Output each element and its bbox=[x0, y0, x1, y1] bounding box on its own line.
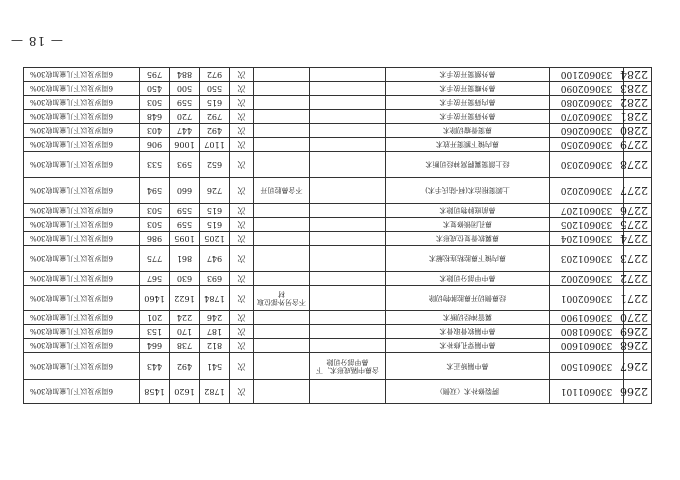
pricing-unit: 次 bbox=[230, 152, 254, 178]
pricing-unit: 次 bbox=[230, 353, 254, 380]
project-name: 鼻外筛窦开放手术 bbox=[386, 110, 550, 124]
excluded-content bbox=[254, 339, 310, 353]
pricing-unit: 次 bbox=[230, 286, 254, 311]
project-name: 鼻中隔穿孔修补术 bbox=[386, 339, 550, 353]
price-level-2: 1622 bbox=[170, 286, 200, 311]
pricing-unit: 次 bbox=[230, 110, 254, 124]
price-level-3: 1782 bbox=[200, 380, 230, 404]
excluded-content bbox=[254, 68, 310, 82]
price-level-1: 450 bbox=[140, 82, 170, 96]
table-row bbox=[24, 339, 652, 353]
excluded-content bbox=[254, 138, 310, 152]
excluded-content bbox=[254, 218, 310, 232]
remark: 6周岁及以下儿童加收30% bbox=[24, 68, 140, 82]
project-name: 鼻前庭肿物切除术 bbox=[386, 204, 550, 218]
project-content bbox=[310, 178, 386, 204]
project-code: 330601204 bbox=[550, 232, 624, 246]
row-number: 2270 bbox=[624, 311, 652, 325]
pricing-unit: 次 bbox=[230, 124, 254, 138]
price-level-1: 567 bbox=[140, 272, 170, 286]
project-code: 330601205 bbox=[550, 218, 624, 232]
row-number: 2275 bbox=[624, 218, 652, 232]
remark: 6周岁及以下儿童加收30% bbox=[24, 339, 140, 353]
project-name: 上颌窦根治术(柯-陆氏手术) bbox=[386, 178, 550, 204]
project-name: 鼻中隔软骨取骨术 bbox=[386, 325, 550, 339]
price-level-3: 1107 bbox=[200, 138, 230, 152]
table-row bbox=[24, 152, 652, 178]
row-number: 2273 bbox=[624, 246, 652, 272]
price-level-2: 170 bbox=[170, 325, 200, 339]
remark: 6周岁及以下儿童加收30% bbox=[24, 353, 140, 380]
project-name: 翼管神经切断术 bbox=[386, 311, 550, 325]
price-level-2: 500 bbox=[170, 82, 200, 96]
project-content bbox=[310, 138, 386, 152]
price-level-3: 246 bbox=[200, 311, 230, 325]
project-name: 经鼻侧切开鼻腔肿物切除 bbox=[386, 286, 550, 311]
project-content bbox=[310, 246, 386, 272]
project-code: 330602002 bbox=[550, 272, 624, 286]
project-name: 经上颌窦翼腭窝神经切断术 bbox=[386, 152, 550, 178]
project-name: 鼻内筛窦开放手术 bbox=[386, 96, 550, 110]
table-row bbox=[24, 96, 652, 110]
pricing-unit: 次 bbox=[230, 339, 254, 353]
table-row bbox=[24, 124, 652, 138]
price-level-1: 775 bbox=[140, 246, 170, 272]
pricing-unit: 次 bbox=[230, 272, 254, 286]
excluded-content bbox=[254, 82, 310, 96]
remark: 6周岁及以下儿童加收30% bbox=[24, 204, 140, 218]
row-number: 2268 bbox=[624, 339, 652, 353]
project-content bbox=[310, 96, 386, 110]
project-code: 330601207 bbox=[550, 204, 624, 218]
price-level-3: 492 bbox=[200, 124, 230, 138]
table-row bbox=[24, 286, 652, 311]
price-level-1: 1458 bbox=[140, 380, 170, 404]
table-row bbox=[24, 82, 652, 96]
remark: 6周岁及以下儿童加收30% bbox=[24, 82, 140, 96]
row-number: 2277 bbox=[624, 178, 652, 204]
price-level-1: 201 bbox=[140, 311, 170, 325]
row-number: 2271 bbox=[624, 286, 652, 311]
project-name: 鼻翼软骨复位成形术 bbox=[386, 232, 550, 246]
table-row bbox=[24, 246, 652, 272]
remark: 6周岁及以下儿童加收30% bbox=[24, 218, 140, 232]
project-content bbox=[310, 339, 386, 353]
pricing-unit: 次 bbox=[230, 138, 254, 152]
project-content bbox=[310, 124, 386, 138]
project-name: 鼻外额窦开放手术 bbox=[386, 68, 550, 82]
table-row bbox=[24, 325, 652, 339]
price-level-1: 795 bbox=[140, 68, 170, 82]
table-row bbox=[24, 178, 652, 204]
project-code: 330602070 bbox=[550, 110, 624, 124]
excluded-content bbox=[254, 232, 310, 246]
table-row bbox=[24, 218, 652, 232]
project-content: 含鼻中隔成形术、下鼻甲部分切除 bbox=[310, 353, 386, 380]
remark: 6周岁及以下儿童加收30% bbox=[24, 96, 140, 110]
price-level-3: 1205 bbox=[200, 232, 230, 246]
row-number: 2280 bbox=[624, 124, 652, 138]
pricing-unit: 次 bbox=[230, 204, 254, 218]
remark: 6周岁及以下儿童加收30% bbox=[24, 311, 140, 325]
price-level-3: 652 bbox=[200, 152, 230, 178]
project-code: 330602030 bbox=[550, 152, 624, 178]
price-level-1: 503 bbox=[140, 218, 170, 232]
price-level-2: 1095 bbox=[170, 232, 200, 246]
row-number: 2279 bbox=[624, 138, 652, 152]
project-code: 330602060 bbox=[550, 124, 624, 138]
row-number: 2267 bbox=[624, 353, 652, 380]
remark: 6周岁及以下儿童加收30% bbox=[24, 272, 140, 286]
project-content bbox=[310, 311, 386, 325]
row-number: 2266 bbox=[624, 380, 652, 404]
pricing-unit: 次 bbox=[230, 68, 254, 82]
project-content bbox=[310, 232, 386, 246]
price-level-1: 594 bbox=[140, 178, 170, 204]
price-level-1: 906 bbox=[140, 138, 170, 152]
project-code: 330602020 bbox=[550, 178, 624, 204]
pricing-unit: 次 bbox=[230, 178, 254, 204]
table-row bbox=[24, 68, 652, 82]
price-level-2: 660 bbox=[170, 178, 200, 204]
remark: 6周岁及以下儿童加收30% bbox=[24, 138, 140, 152]
price-level-2: 492 bbox=[170, 353, 200, 380]
price-level-2: 738 bbox=[170, 339, 200, 353]
project-name: 腭裂修补术（双侧） bbox=[386, 380, 550, 404]
price-level-3: 615 bbox=[200, 218, 230, 232]
price-level-3: 541 bbox=[200, 353, 230, 380]
row-number: 2269 bbox=[624, 325, 652, 339]
project-code: 330602050 bbox=[550, 138, 624, 152]
row-number: 2282 bbox=[624, 96, 652, 110]
price-level-1: 986 bbox=[140, 232, 170, 246]
price-level-2: 1006 bbox=[170, 138, 200, 152]
excluded-content bbox=[254, 124, 310, 138]
pricing-unit: 次 bbox=[230, 311, 254, 325]
project-content bbox=[310, 380, 386, 404]
excluded-content bbox=[254, 272, 310, 286]
price-level-3: 615 bbox=[200, 204, 230, 218]
price-level-3: 792 bbox=[200, 110, 230, 124]
price-level-1: 648 bbox=[140, 110, 170, 124]
page-number: — 18 — bbox=[10, 34, 63, 48]
excluded-content bbox=[254, 380, 310, 404]
table-row bbox=[24, 272, 652, 286]
price-level-2: 447 bbox=[170, 124, 200, 138]
excluded-content bbox=[254, 246, 310, 272]
table-row bbox=[24, 353, 652, 380]
project-content bbox=[310, 286, 386, 311]
pricing-unit: 次 bbox=[230, 82, 254, 96]
pricing-unit: 次 bbox=[230, 325, 254, 339]
excluded-content bbox=[254, 311, 310, 325]
price-level-3: 550 bbox=[200, 82, 230, 96]
project-code: 330601203 bbox=[550, 246, 624, 272]
remark: 6周岁及以下儿童加收30% bbox=[24, 380, 140, 404]
remark: 6周岁及以下儿童加收30% bbox=[24, 124, 140, 138]
project-name: 鼻中隔矫正术 bbox=[386, 353, 550, 380]
project-code: 330602001 bbox=[550, 286, 624, 311]
price-level-3: 693 bbox=[200, 272, 230, 286]
project-content bbox=[310, 218, 386, 232]
price-level-2: 593 bbox=[170, 152, 200, 178]
excluded-content: 不含另外部位取材 bbox=[254, 286, 310, 311]
project-content bbox=[310, 68, 386, 82]
price-level-3: 615 bbox=[200, 96, 230, 110]
project-content bbox=[310, 110, 386, 124]
project-code: 330602100 bbox=[550, 68, 624, 82]
row-number: 2283 bbox=[624, 82, 652, 96]
pricing-unit: 次 bbox=[230, 246, 254, 272]
price-level-2: 720 bbox=[170, 110, 200, 124]
excluded-content bbox=[254, 353, 310, 380]
project-content bbox=[310, 325, 386, 339]
price-table bbox=[23, 67, 652, 404]
excluded-content bbox=[254, 325, 310, 339]
price-level-1: 533 bbox=[140, 152, 170, 178]
project-name: 鼻中甲部分切除术 bbox=[386, 272, 550, 286]
price-level-2: 224 bbox=[170, 311, 200, 325]
price-level-1: 443 bbox=[140, 353, 170, 380]
price-level-3: 972 bbox=[200, 68, 230, 82]
row-number: 2274 bbox=[624, 232, 652, 246]
project-code: 330601500 bbox=[550, 353, 624, 380]
project-code: 330601800 bbox=[550, 325, 624, 339]
price-level-3: 726 bbox=[200, 178, 230, 204]
remark: 6周岁及以下儿童加收30% bbox=[24, 110, 140, 124]
pricing-unit: 次 bbox=[230, 96, 254, 110]
price-level-2: 559 bbox=[170, 96, 200, 110]
price-level-3: 1784 bbox=[200, 286, 230, 311]
price-level-2: 559 bbox=[170, 218, 200, 232]
project-code: 330602090 bbox=[550, 82, 624, 96]
table-row bbox=[24, 232, 652, 246]
row-number: 2284 bbox=[624, 68, 652, 82]
price-level-3: 812 bbox=[200, 339, 230, 353]
price-level-3: 187 bbox=[200, 325, 230, 339]
project-content bbox=[310, 82, 386, 96]
remark: 6周岁及以下儿童加收30% bbox=[24, 325, 140, 339]
project-name: 鼻窦骨瘤切除术 bbox=[386, 124, 550, 138]
price-level-2: 630 bbox=[170, 272, 200, 286]
project-name: 鼻孔闭锁修复术 bbox=[386, 218, 550, 232]
table-row bbox=[24, 311, 652, 325]
project-code: 330601900 bbox=[550, 311, 624, 325]
pricing-unit: 次 bbox=[230, 218, 254, 232]
excluded-content: 不含鼻腔切开 bbox=[254, 178, 310, 204]
excluded-content bbox=[254, 110, 310, 124]
row-number: 2281 bbox=[624, 110, 652, 124]
project-content bbox=[310, 272, 386, 286]
remark: 6周岁及以下儿童加收30% bbox=[24, 232, 140, 246]
table-row bbox=[24, 380, 652, 404]
table-row bbox=[24, 138, 652, 152]
pricing-unit: 次 bbox=[230, 232, 254, 246]
remark: 6周岁及以下儿童加收30% bbox=[24, 178, 140, 204]
price-level-2: 1620 bbox=[170, 380, 200, 404]
project-name: 鼻外蝶窦开放手术 bbox=[386, 82, 550, 96]
excluded-content bbox=[254, 152, 310, 178]
price-level-1: 664 bbox=[140, 339, 170, 353]
project-content bbox=[310, 204, 386, 218]
price-level-1: 403 bbox=[140, 124, 170, 138]
project-code: 330602080 bbox=[550, 96, 624, 110]
price-level-3: 947 bbox=[200, 246, 230, 272]
remark: 6周岁及以下儿童加收30% bbox=[24, 286, 140, 311]
row-number: 2272 bbox=[624, 272, 652, 286]
table-row bbox=[24, 110, 652, 124]
price-level-2: 559 bbox=[170, 204, 200, 218]
table-row bbox=[24, 204, 652, 218]
price-level-2: 884 bbox=[170, 68, 200, 82]
row-number: 2276 bbox=[624, 204, 652, 218]
row-number: 2278 bbox=[624, 152, 652, 178]
project-code: 330601101 bbox=[550, 380, 624, 404]
price-level-2: 861 bbox=[170, 246, 200, 272]
project-name: 鼻内镜下鼻腔粘连松解术 bbox=[386, 246, 550, 272]
project-code: 330601600 bbox=[550, 339, 624, 353]
project-name: 鼻内镜下额窦开放术 bbox=[386, 138, 550, 152]
price-level-1: 503 bbox=[140, 204, 170, 218]
pricing-unit: 次 bbox=[230, 380, 254, 404]
excluded-content bbox=[254, 204, 310, 218]
remark: 6周岁及以下儿童加收30% bbox=[24, 246, 140, 272]
excluded-content bbox=[254, 96, 310, 110]
price-level-1: 503 bbox=[140, 96, 170, 110]
price-level-1: 153 bbox=[140, 325, 170, 339]
project-content bbox=[310, 152, 386, 178]
remark: 6周岁及以下儿童加收30% bbox=[24, 152, 140, 178]
price-level-1: 1460 bbox=[140, 286, 170, 311]
